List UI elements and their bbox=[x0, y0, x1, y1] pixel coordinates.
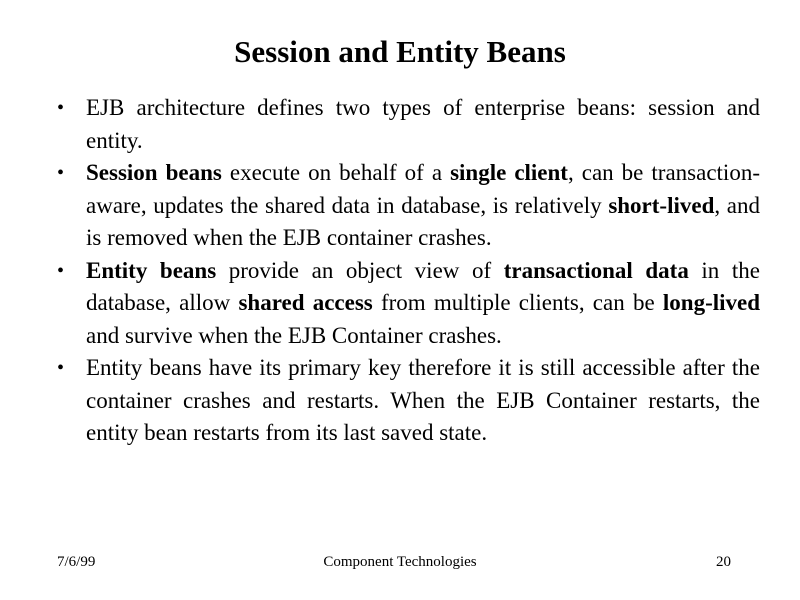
footer-date: 7/6/99 bbox=[57, 554, 96, 570]
bullet-item bbox=[52, 255, 760, 353]
bullet-text: from multiple clients, can be bbox=[372, 290, 663, 315]
bullet-item bbox=[52, 352, 760, 450]
bullet-list bbox=[52, 92, 760, 450]
bullet-item bbox=[52, 157, 760, 255]
bullet-item bbox=[52, 92, 760, 157]
bullet-bold-text: Entity beans bbox=[86, 257, 217, 283]
bullet-bold-text: shared access bbox=[238, 290, 373, 315]
bullet-text: in the database, allow bbox=[86, 257, 760, 315]
bullet-bold-text: Session beans bbox=[86, 160, 222, 185]
bullet-text: execute on behalf of a bbox=[221, 160, 451, 185]
bullet-text: Entity beans have its primary key therefore it is still accessible after the container crashes and restarts. When the EJB Container restarts, the entity bean restarts from its last saved state. bbox=[86, 355, 760, 445]
bullet-text: , can be transaction-aware, updates the shared data in database, is relatively bbox=[86, 160, 760, 218]
bullet-text: EJB architecture defines two types of enterprise beans: session and entity. bbox=[86, 95, 760, 153]
bullet-bold-text: long-lived bbox=[662, 290, 761, 315]
footer-title: Component Technologies bbox=[323, 554, 477, 570]
footer-page-number: 20 bbox=[716, 554, 731, 570]
bullet-dot-icon: • bbox=[57, 162, 65, 184]
bullet-bold-text: transactional data bbox=[503, 257, 689, 283]
bullet-text: , and is removed when the EJB container crashes. bbox=[86, 192, 760, 250]
bullet-text: provide an object view of bbox=[216, 257, 504, 283]
bullet-text: and survive when the EJB Container crashes. bbox=[86, 322, 502, 348]
bullet-dot-icon: • bbox=[57, 259, 65, 282]
bullet-bold-text: short-lived bbox=[608, 192, 715, 218]
bullet-bold-text: single client bbox=[450, 160, 568, 185]
bullet-dot-icon: • bbox=[57, 97, 65, 119]
slide-title: Session and Entity Beans bbox=[234, 34, 566, 69]
bullet-dot-icon: • bbox=[57, 357, 65, 379]
